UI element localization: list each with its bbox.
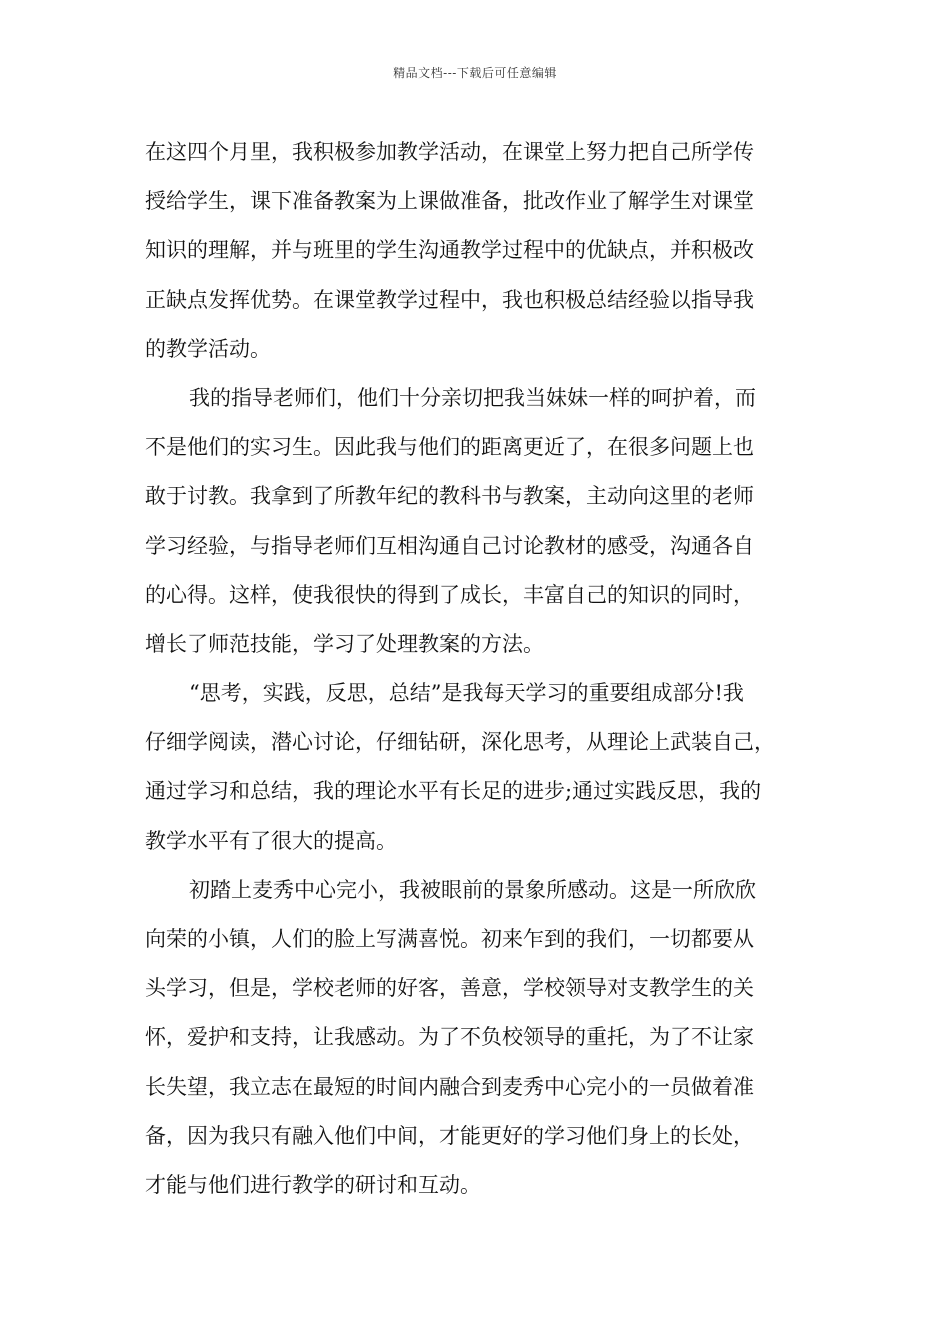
paragraph-line: 才能与他们进行教学的研讨和互动。	[145, 1172, 481, 1197]
paragraph-line: 授给学生，课下准备教案为上课做准备，批改作业了解学生对课堂	[145, 189, 754, 214]
page-header: 精品文档---下载后可任意编辑	[393, 66, 557, 80]
paragraph-line: 敢于讨教。我拿到了所教年纪的教科书与教案，主动向这里的老师	[145, 484, 754, 509]
paragraph-line: 的心得。这样，使我很快的得到了成长，丰富自己的知识的同时，	[145, 582, 754, 607]
paragraph-line: 长失望，我立志在最短的时间内融合到麦秀中心完小的一员做着准	[145, 1074, 754, 1099]
paragraph-line: “思考，实践，反思，总结”是我每天学习的重要组成部分!我	[189, 681, 744, 706]
paragraph-line: 增长了师范技能，学习了处理教案的方法。	[145, 631, 544, 656]
paragraph-4	[145, 866, 835, 1210]
paragraph-3	[145, 669, 835, 866]
paragraph-line: 头学习，但是，学校老师的好客，善意，学校领导对支教学生的关	[145, 976, 754, 1001]
paragraph-line: 怀，爱护和支持，让我感动。为了不负校领导的重托，为了不让家	[145, 1025, 754, 1050]
paragraph-line: 向荣的小镇，人们的脸上写满喜悦。初来乍到的我们，一切都要从	[145, 927, 754, 951]
paragraph-line: 的教学活动。	[145, 336, 271, 361]
paragraph-1	[145, 128, 835, 374]
paragraph-line: 正缺点发挥优势。在课堂教学过程中，我也积极总结经验以指导我	[145, 287, 754, 312]
paragraph-2	[145, 374, 835, 669]
paragraph-line: 在这四个月里，我积极参加教学活动，在课堂上努力把自己所学传	[145, 140, 754, 164]
paragraph-line: 知识的理解，并与班里的学生沟通教学过程中的优缺点，并积极改	[145, 238, 754, 263]
paragraph-line: 通过学习和总结，我的理论水平有长足的进步;通过实践反思，我的	[145, 779, 762, 804]
paragraph-line: 仔细学阅读，潜心讨论，仔细钻研，深化思考，从理论上武装自己，	[145, 730, 775, 755]
document-body	[145, 128, 835, 1210]
paragraph-line: 我的指导老师们，他们十分亲切把我当妹妹一样的呵护着，而	[189, 385, 756, 410]
paragraph-line: 学习经验，与指导老师们互相沟通自己讨论教材的感受，沟通各自	[145, 533, 754, 558]
paragraph-line: 不是他们的实习生。因此我与他们的距离更近了，在很多问题上也	[145, 435, 754, 460]
paragraph-line: 初踏上麦秀中心完小，我被眼前的景象所感动。这是一所欣欣	[189, 877, 756, 902]
paragraph-line: 备，因为我只有融入他们中间，才能更好的学习他们身上的长处，	[145, 1123, 754, 1148]
paragraph-line: 教学水平有了很大的提高。	[145, 828, 397, 853]
